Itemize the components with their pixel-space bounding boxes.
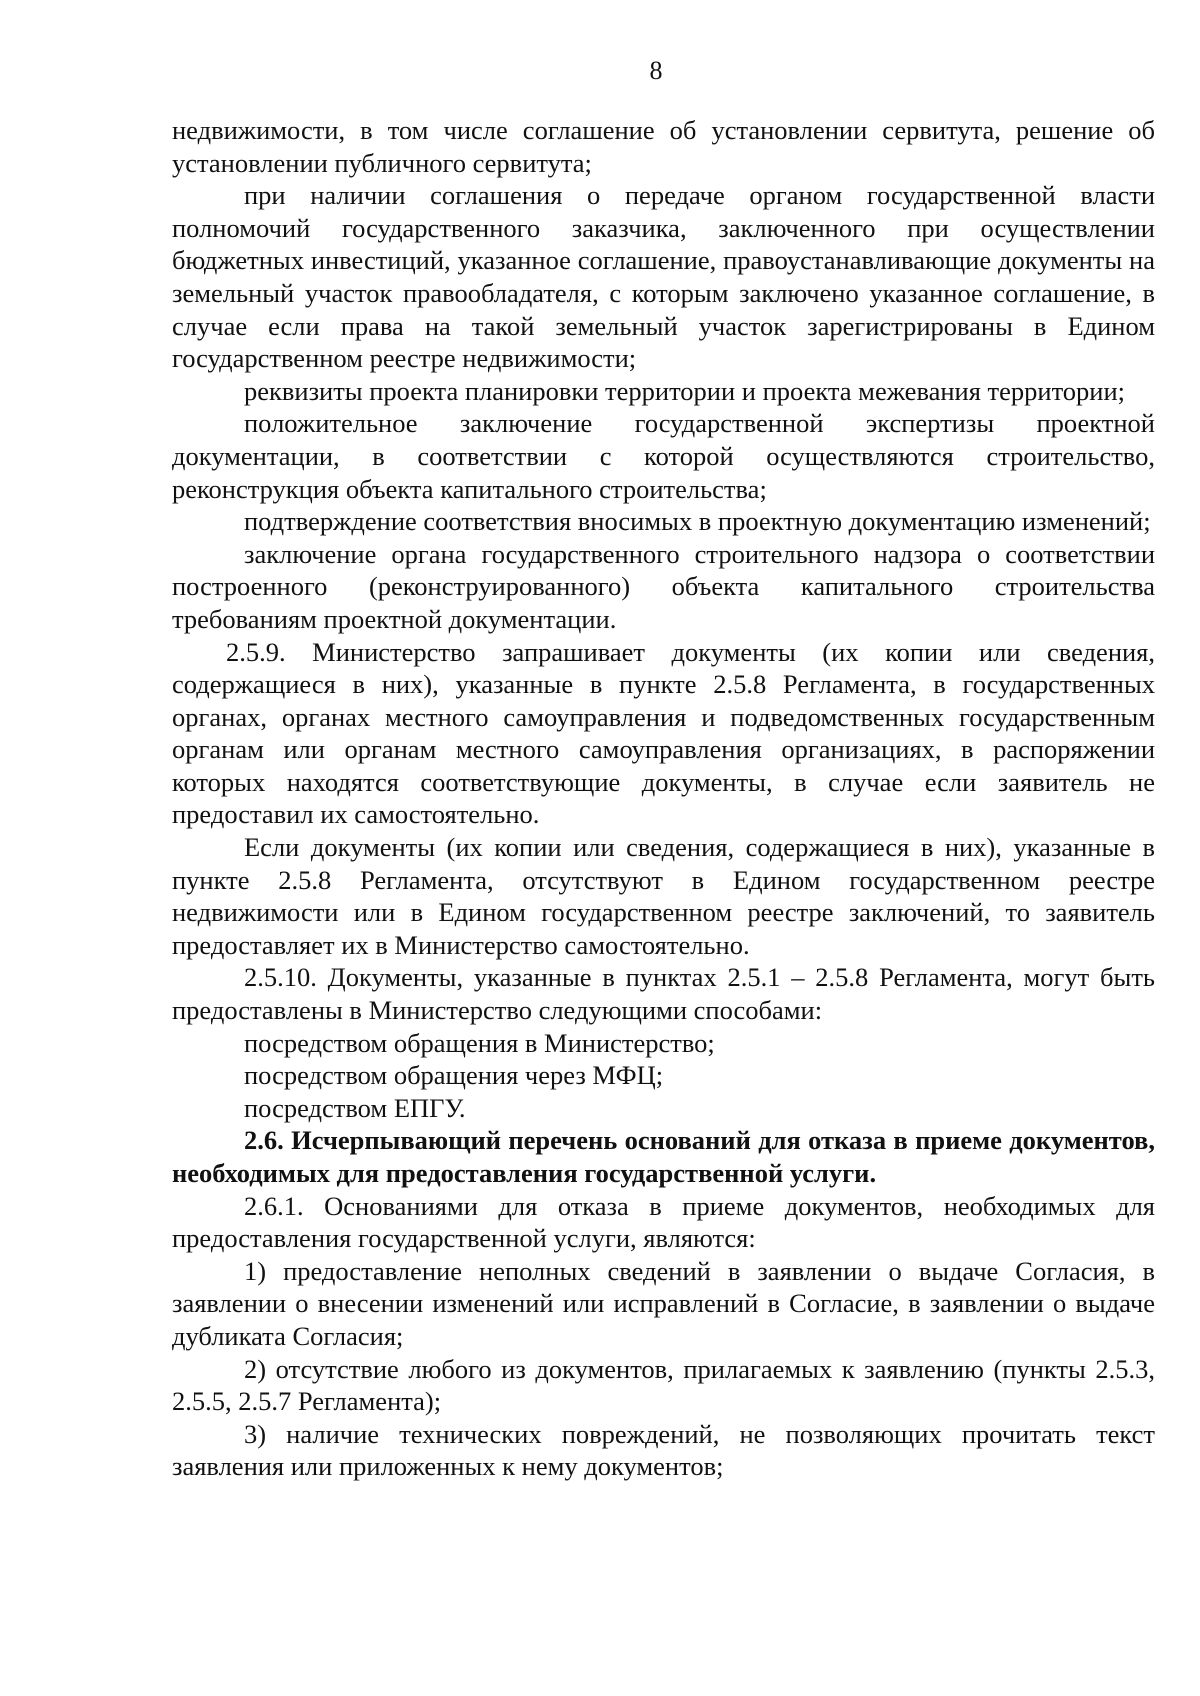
paragraph-missing-documents: Если документы (их копии или сведения, содержащиеся в них), указанные в пункте 2.5.8 Регламента, отсутствуют в Едином государственном реестре недвижимости или в Едином государственном реестре заключений, то заявитель предоставляет их в Министерство самостоятельно. bbox=[172, 832, 1155, 960]
paragraph-2-5-9: 2.5.9. Министерство запрашивает документы (их копии или сведения, содержащиеся в них), указанные в пункте 2.5.8 Регламента, в государственных органах, органах местного самоуправления и подведомственных государственным органам или органам местного самоуправления организациях, в распоряжении которых находятся соответствующие документы, в случае если заявитель не предоставил их самостоятельно. bbox=[172, 636, 1155, 830]
paragraph-changes-confirmation: подтверждение соответствия вносимых в проектную документацию изменений; bbox=[244, 506, 1151, 537]
paragraph-2-6-1: 2.6.1. Основаниями для отказа в приеме документов, необходимых для предоставления государственной услуги, являются: bbox=[172, 1190, 1155, 1254]
section-heading-2-6: 2.6. Исчерпывающий перечень оснований для отказа в приеме документов, необходимых для предоставления государственной услуги. bbox=[172, 1125, 1155, 1188]
list-item-3: 3) наличие технических повреждений, не позволяющих прочитать текст заявления или приложенных к нему документов; bbox=[172, 1418, 1155, 1482]
paragraph-planning-requisites: реквизиты проекта планировки территории и проекта межевания территории; bbox=[244, 375, 1126, 406]
paragraph-agreement-authority: при наличии соглашения о передаче органом государственной власти полномочий государственного заказчика, заключенного при осуществлении бюджетных инвестиций, указанное соглашение, правоустанавливающие документы на земельный участок правообладателя, с которым заключено указанное соглашение, в случае если права на такой земельный участок зарегистрированы в Едином государственном реестре недвижимости; bbox=[172, 180, 1155, 374]
page-number: 8 bbox=[649, 56, 663, 85]
paragraph-continuation: недвижимости, в том числе соглашение об установлении сервитута, решение об установлении публичного сервитута; bbox=[172, 115, 1155, 178]
paragraph-expertise-conclusion: положительное заключение государственной экспертизы проектной документации, в соответствии с которой осуществляются строительство, реконструкция объекта капитального строительства; bbox=[172, 408, 1155, 504]
list-item-2: 2) отсутствие любого из документов, прилагаемых к заявлению (пункты 2.5.3, 2.5.5, 2.5.7 Регламента); bbox=[172, 1353, 1155, 1417]
list-item-epgu: посредством ЕПГУ. bbox=[244, 1092, 466, 1123]
paragraph-supervision-conclusion: заключение органа государственного строительного надзора о соответствии построенного (реконструированного) объекта капитального строительства требованиям проектной документации. bbox=[172, 538, 1155, 634]
list-item-1: 1) предоставление неполных сведений в заявлении о выдаче Согласия, в заявлении о внесении изменений или исправлений в Согласие, в заявлении о выдаче дубликата Согласия; bbox=[172, 1255, 1155, 1351]
document-body bbox=[172, 114, 1155, 1483]
list-item-ministry: посредством обращения в Министерство; bbox=[244, 1027, 715, 1058]
paragraph-2-5-10: 2.5.10. Документы, указанные в пунктах 2.5.1 – 2.5.8 Регламента, могут быть предоставлены в Министерство следующими способами: bbox=[172, 962, 1155, 1026]
list-item-mfc: посредством обращения через МФЦ; bbox=[244, 1060, 664, 1091]
